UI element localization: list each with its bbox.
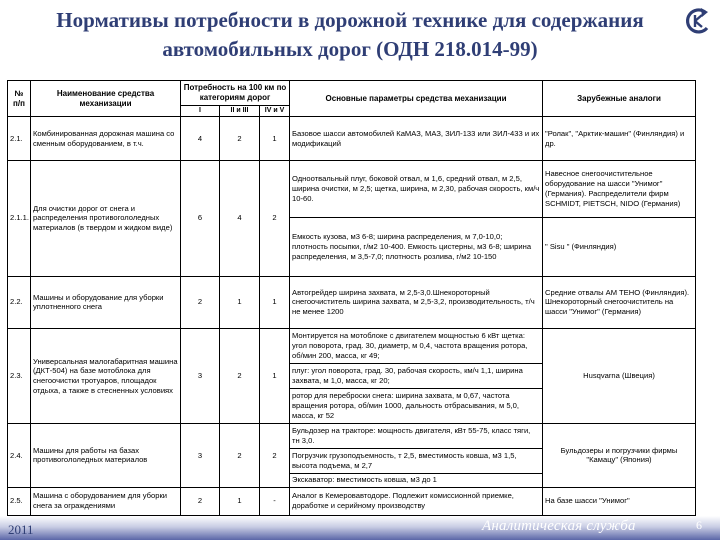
header-cat-1: I: [181, 105, 220, 117]
header-name: Наименование средства механизации: [31, 81, 181, 117]
row-name: Универсальная малогабаритная машина (ДКТ-504) на базе мотоблока для снегоочистки тротуаров, площадок отдыха, а также в стесненных условиях: [31, 329, 181, 424]
row-name: Машины для работы на базах противогололедных материалов: [31, 424, 181, 487]
row-params-spreader: Емкость кузова, м3 6-8; ширина распределения, м 7,0-10,0; плотность посыпки, г/м2 10-400. Емкость цистерны, м3 6-8; ширина распределения, м 3,5-7,0; плотность розлива, г/м2 10-150: [290, 217, 543, 276]
row-foreign: "Ролак", "Арктик-машин" (Финляндия) и др.: [543, 117, 696, 161]
row-name: Для очистки дорог от снега и распределения противогололедных материалов (в твердом и жидком виде): [31, 161, 181, 277]
footer-year: 2011: [8, 522, 34, 537]
row-foreign: Бульдозеры и погрузчики фирмы "Камацу" (Япония): [543, 424, 696, 487]
row-foreign: Husqvarna (Швеция): [543, 329, 696, 424]
row-cat-4-5: 1: [260, 117, 290, 161]
row-params-plow: Одноотвальный плуг, боковой отвал, м 1,6, средний отвал, м 2,5, ширина очистки, м 2,5; щетка, ширина, м 2,30, рабочая скорость, км/ч 10-60.: [290, 161, 543, 218]
row-cat-2-3: 1: [220, 276, 260, 328]
header-foreign: Зарубежные аналоги: [543, 81, 696, 117]
row-cat-1: 4: [181, 117, 220, 161]
row-cat-1: 3: [181, 424, 220, 487]
row-params: Базовое шасси автомобилей КаМАЗ, МАЗ, ЗИЛ-133 или ЗИЛ-433 и их модификаций: [290, 117, 543, 161]
norms-table-sheet: [7, 80, 695, 516]
row-cat-4-5: 2: [260, 424, 290, 487]
table-row: [8, 329, 696, 364]
header-num: № п/п: [8, 81, 31, 117]
row-params-bulldozer: Бульдозер на тракторе: мощность двигателя, кВт 55-75, класс тяги, тн 3,0.: [290, 424, 543, 449]
header-params: Основные параметры средства механизации: [290, 81, 543, 117]
row-num: 2.4.: [8, 424, 31, 487]
row-params-plow: плуг: угол поворота, град. 30, рабочая скорость, км/ч 1,1, ширина захвата, м 1,0, масса, кг 20;: [290, 364, 543, 389]
header-cat-2-3: II и III: [220, 105, 260, 117]
footer-service-name: Аналитическая служба: [482, 518, 636, 534]
row-cat-4-5: 1: [260, 329, 290, 424]
row-foreign-spreader: " Sisu " (Финляндия): [543, 217, 696, 276]
row-params-brush: Монтируется на мотоблоке с двигателем мощностью 6 кВт щетка: угол поворота, град. 30, диаметр, м 0,4, частота вращения ротора, об/мин 200, масса, кг 49;: [290, 329, 543, 364]
row-name: Комбинированная дорожная машина со сменным оборудованием, в т.ч.: [31, 117, 181, 161]
table-row: [8, 276, 696, 328]
row-cat-1: 2: [181, 276, 220, 328]
row-cat-2-3: 2: [220, 424, 260, 487]
row-name: Машина с оборудованием для уборки снега за ограждениями: [31, 487, 181, 515]
slide-title: Нормативы потребности в дорожной технике для содержания автомобильных дорог (ОДН 218.014-99): [56, 8, 644, 61]
row-params-loader: Погрузчик грузоподъемность, т 2,5, вместимость ковша, м3 1,5, высота подъема, м 2,7: [290, 448, 543, 473]
row-foreign: Средние отвалы AM TEHO (Финляндия). Шнекороторный снегоочиститель на шасси "Унимог" (Германия): [543, 276, 696, 328]
row-name: Машины и оборудование для уборки уплотненного снега: [31, 276, 181, 328]
row-num: 2.2.: [8, 276, 31, 328]
row-num: 2.1.: [8, 117, 31, 161]
row-params: Автогрейдер ширина захвата, м 2,5-3,0.Шнекороторный снегоочиститель ширина захвата, м 2,5-3,2, производительность, т/ч не менее 1200: [290, 276, 543, 328]
row-cat-1: 3: [181, 329, 220, 424]
table-row: [8, 487, 696, 515]
row-params: Аналог в Кемеровавтодоре. Подлежит комиссионной приемке, доработке и серийному производству: [290, 487, 543, 515]
row-cat-4-5: 1: [260, 276, 290, 328]
row-cat-2-3: 4: [220, 161, 260, 277]
row-cat-4-5: -: [260, 487, 290, 515]
row-num: 2.1.1.: [8, 161, 31, 277]
circular-arrow-logo-icon: [683, 6, 713, 36]
row-cat-1: 6: [181, 161, 220, 277]
row-params-rotor: ротор для переброски снега: ширина захвата, м 0,67, частота вращения ротора, об/мин 1000, дальность отбрасывания, м 5,0, масса, кг 52: [290, 388, 543, 423]
table-row: [8, 117, 696, 161]
page-number: 6: [696, 518, 702, 532]
row-num: 2.3.: [8, 329, 31, 424]
row-num: 2.5.: [8, 487, 31, 515]
table-header-row: [8, 81, 696, 106]
row-params-excavator: Экскаватор: вместимость ковша, м3 до 1: [290, 473, 543, 487]
row-foreign-plow: Навесное снегоочистительное оборудование на шасси "Унимог" (Германия). Распределители фирм SCHMIDT, PIETSCH, NIDO (Германия): [543, 161, 696, 218]
header-cat-4-5: IV и V: [260, 105, 290, 117]
table-row: [8, 424, 696, 449]
table-row: [8, 161, 696, 218]
header-need: Потребность на 100 км по категориям дорог: [181, 81, 290, 106]
row-foreign: На базе шасси "Унимог": [543, 487, 696, 515]
row-cat-1: 2: [181, 487, 220, 515]
row-cat-2-3: 1: [220, 487, 260, 515]
row-cat-2-3: 2: [220, 117, 260, 161]
row-cat-4-5: 2: [260, 161, 290, 277]
norms-table: [7, 80, 696, 516]
row-cat-2-3: 2: [220, 329, 260, 424]
